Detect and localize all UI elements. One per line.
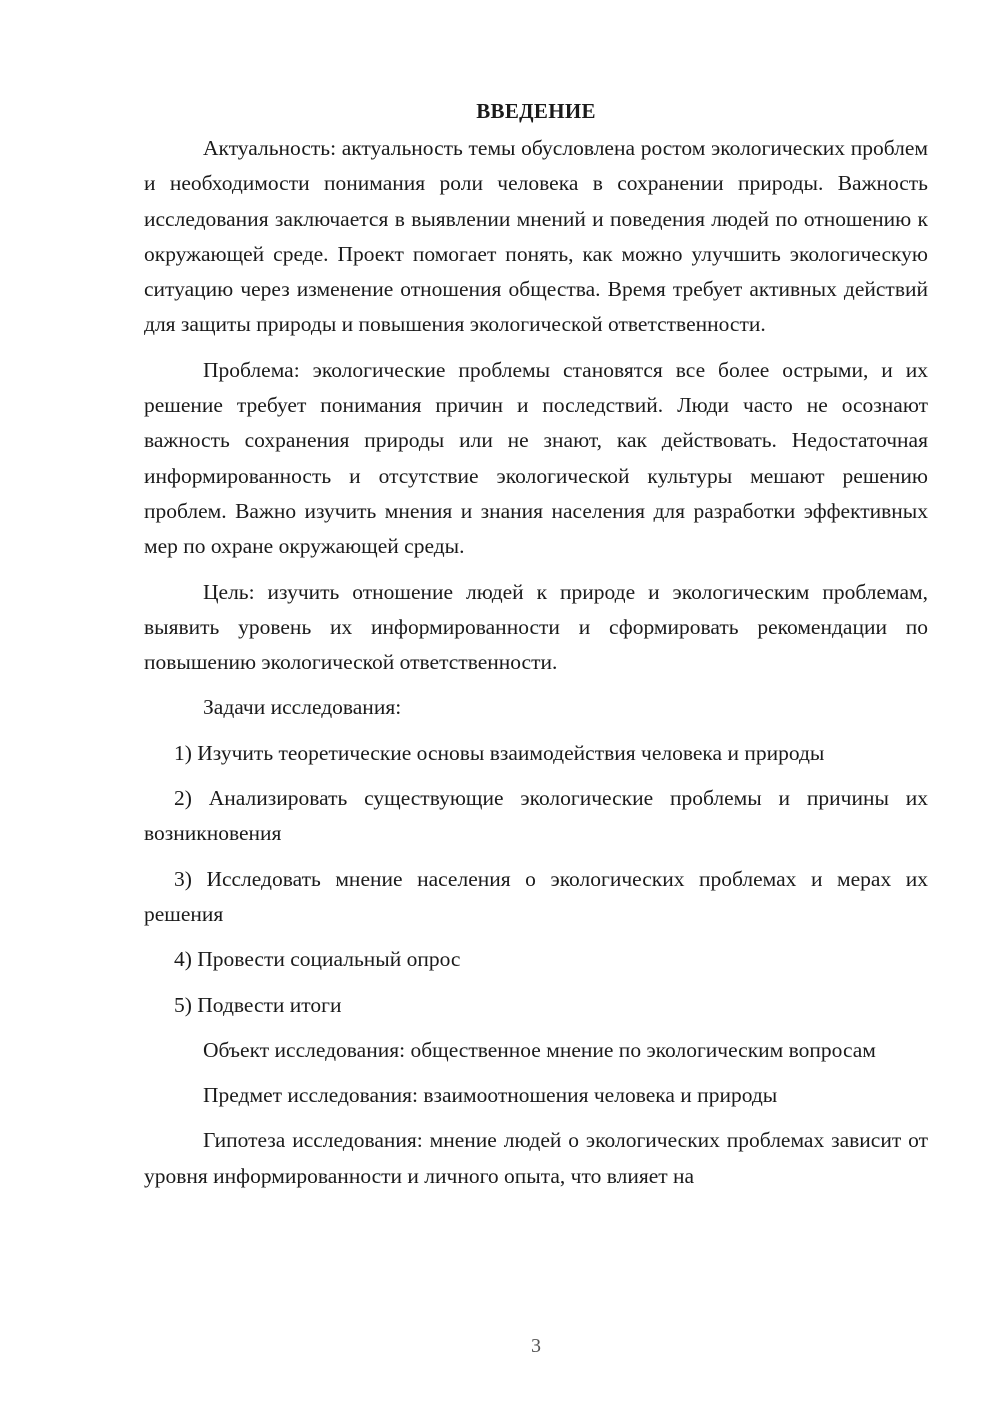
paragraph-subject: Предмет исследования: взаимоотношения человека и природы <box>203 1083 778 1108</box>
task-item-2: 2) Анализировать существующие экологические проблемы и причины их возникновения <box>144 786 928 846</box>
task-item-1: 1) Изучить теоретические основы взаимодействия человека и природы <box>174 740 825 765</box>
paragraph-hypothesis: Гипотеза исследования: мнение людей о экологических проблемах зависит от уровня информированности и личного опыта, что влияет на <box>144 1128 928 1188</box>
document-page <box>144 96 928 1194</box>
page-number: 3 <box>531 1335 541 1357</box>
paragraph-object: Объект исследования: общественное мнение по экологическим вопросам <box>203 1037 876 1062</box>
paragraph-problem: Проблема: экологические проблемы становятся все более острыми, и их решение требует понимания причин и последствий. Люди часто не осознают важность сохранения природы или не знают, как действовать. Недостаточная информированность и отсутствие экологической культуры мешают решению проблем. Важно изучить мнения и знания населения для разработки эффективных мер по охране окружающей среды. <box>144 357 928 559</box>
paragraph-goal: Цель: изучить отношение людей к природе и экологическим проблемам, выявить уровень их информированности и сформировать рекомендации по повышению экологической ответственности. <box>144 579 928 675</box>
task-item-3: 3) Исследовать мнение населения о экологических проблемах и мерах их решения <box>144 866 928 926</box>
section-title: ВВЕДЕНИЕ <box>476 99 596 123</box>
paragraph-relevance: Актуальность: актуальность темы обусловлена ростом экологических проблем и необходимости понимания роли человека в сохранении природы. Важность исследования заключается в выявлении мнений и поведения людей по отношению к окружающей среде. Проект помогает понять, как можно улучшить экологическую ситуацию через изменение отношения общества. Время требует активных действий для защиты природы и повышения экологической ответственности. <box>144 136 928 337</box>
task-item-4: 4) Провести социальный опрос <box>174 947 461 972</box>
tasks-heading: Задачи исследования: <box>203 695 402 720</box>
task-item-5: 5) Подвести итоги <box>174 992 342 1017</box>
